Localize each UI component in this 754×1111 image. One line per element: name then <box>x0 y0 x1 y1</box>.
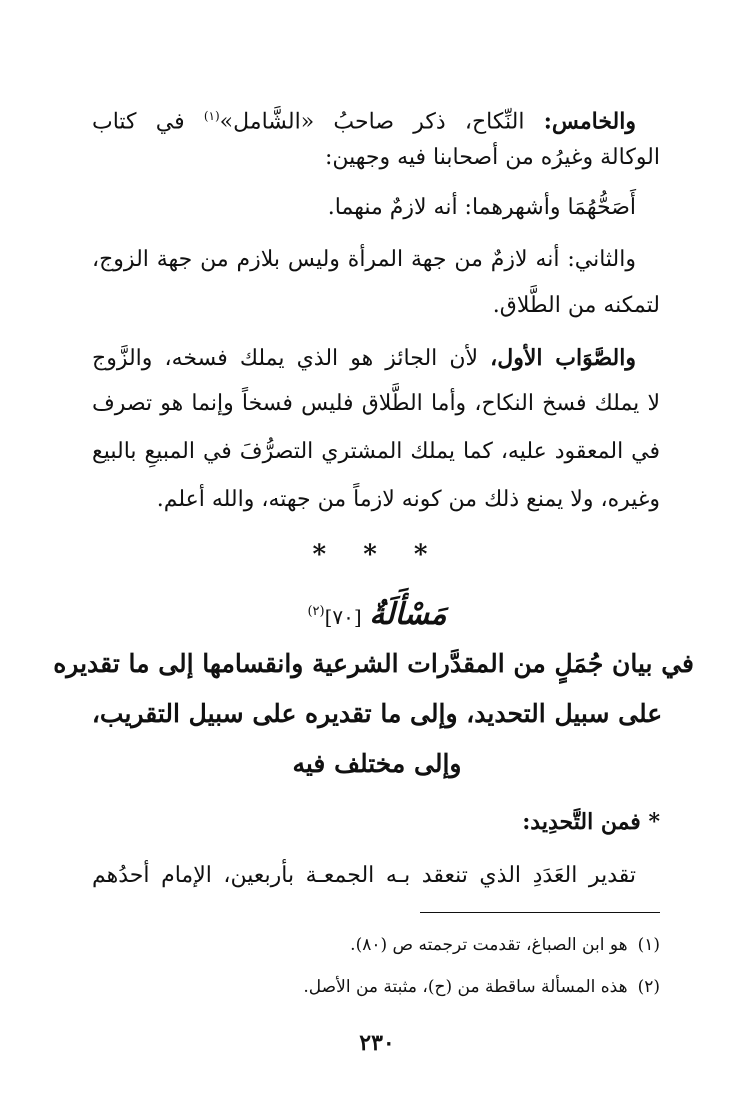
footnote-divider <box>420 912 660 913</box>
masala-number: [٧٠] <box>324 605 362 629</box>
paragraph-2-line-3: في المعقود عليه، كما يملك المشتري التصرُّفَ في المبيعِ بالبيع <box>92 439 660 464</box>
paragraph-1-line-3: أَصَحُّهُمَا وأشهرهما: أنه لازمٌ منهما. <box>327 195 636 220</box>
masala-calligraphy: مَسْأَلَةٌ <box>369 597 447 632</box>
page-number: ٢٣٠ <box>359 1030 395 1056</box>
section-separator: * * * <box>312 540 442 570</box>
footnote-1: (١)هو ابن الصباغ، تقدمت ترجمته ص (٨٠). <box>350 935 660 955</box>
heading-line-2: على سبيل التحديد، وإلى ما تقديره على سبيل التقريب، <box>91 699 663 728</box>
heading-line-3: وإلى مختلف فيه <box>292 749 462 778</box>
heading-line-1: في بيان جُمَلٍ من المقدَّرات الشرعية وانقسامها إلى ما تقديره <box>53 649 694 678</box>
paragraph-2-line-2: لا يملك فسخ النكاح، وأما الطَّلاق فليس فسخاً وإنما هو تصرف <box>92 391 660 416</box>
paragraph-3-line-1: تقدير العَدَدِ الذي تنعقد بـه الجمعـة بأربعين، الإمام أحدُهم <box>92 863 636 888</box>
paragraph-2-line-4: وغيره، ولا يمنع ذلك من كونه لازماً من جهته، والله أعلم. <box>156 487 660 512</box>
footnote-2: (٢)هذه المسألة ساقطة من (ح)، مثبتة من الأصل. <box>303 977 660 997</box>
masala-title <box>0 592 754 637</box>
paragraph-1-line-2: الوكالة وغيرُه من أصحابنا فيه وجهين: <box>324 145 660 170</box>
subheading: * فمن التَّحدِيد: <box>522 809 660 835</box>
paragraph-2-line-1: والصَّوَاب الأول، لأن الجائز هو الذي يملك فسخه، والزَّوج <box>92 345 636 371</box>
footnote-ref-1: (١) <box>203 109 220 123</box>
paragraph-1-line-1: والخامس: النِّكاح، ذكر صاحبُ «الشَّامل»$^{(١)}$ في كتاب <box>92 108 636 135</box>
paragraph-1-line-4: والثاني: أنه لازمٌ من جهة المرأة وليس بلازم من جهة الزوج، <box>92 247 636 272</box>
footnote-ref-2: (٢) <box>307 604 325 619</box>
paragraph-1-line-5: لتمكنه من الطَّلاق. <box>492 293 660 318</box>
